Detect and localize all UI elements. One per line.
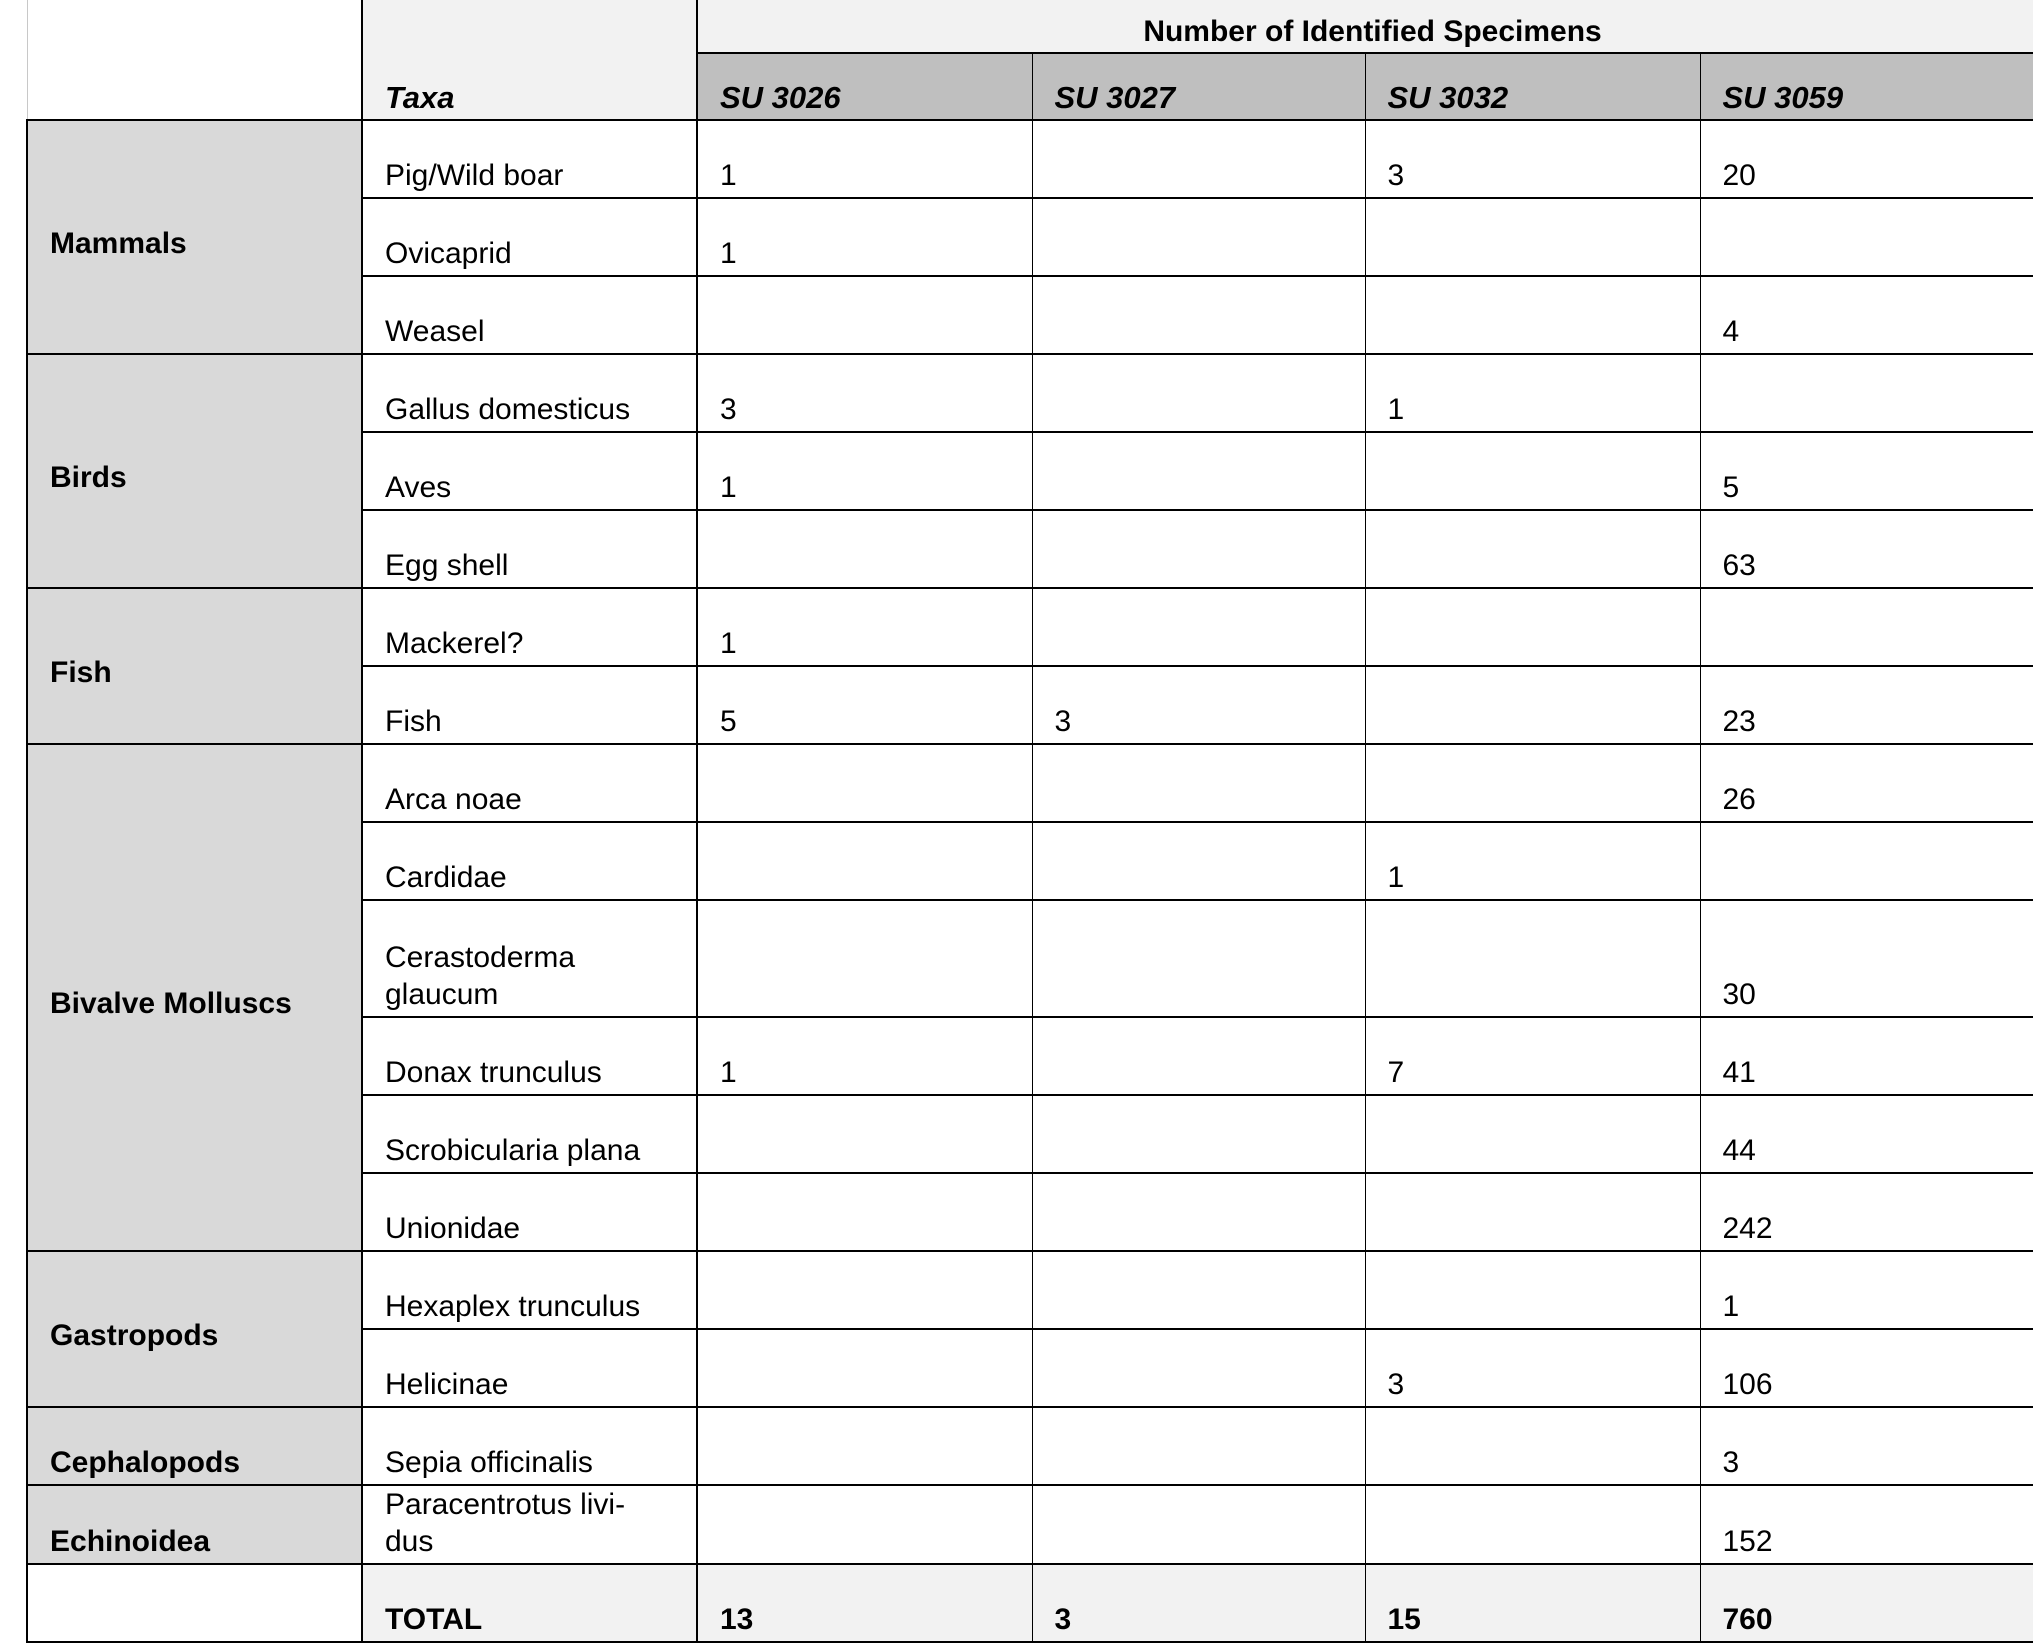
value-cell: 3 [697, 354, 1032, 432]
value-cell [1032, 432, 1365, 510]
category-cell-cephalopods: Cephalopods [27, 1407, 362, 1485]
value-cell [1032, 744, 1365, 822]
taxon-cell: Weasel [362, 276, 697, 354]
taxon-cell: Gallus domesticus [362, 354, 697, 432]
category-cell-mammals: Mammals [27, 120, 362, 354]
taxon-cell: Sepia officinalis [362, 1407, 697, 1485]
nisp-table [26, 0, 2033, 1643]
value-cell: 1 [697, 120, 1032, 198]
table-row [27, 588, 2033, 666]
value-cell: 1 [697, 1017, 1032, 1095]
value-cell [1700, 354, 2033, 432]
value-cell: 5 [697, 666, 1032, 744]
column-header-su3032: SU 3032 [1365, 53, 1700, 120]
value-cell [697, 1485, 1032, 1564]
taxon-cell: Arca noae [362, 744, 697, 822]
value-cell: 4 [1700, 276, 2033, 354]
value-cell: 1 [697, 198, 1032, 276]
nisp-table-container [26, 0, 2033, 1643]
taxon-cell: Pig/Wild boar [362, 120, 697, 198]
value-cell [697, 1095, 1032, 1173]
value-cell [697, 822, 1032, 900]
value-cell [697, 1173, 1032, 1251]
value-cell: 26 [1700, 744, 2033, 822]
value-cell [697, 276, 1032, 354]
value-cell: 41 [1700, 1017, 2033, 1095]
value-cell: 106 [1700, 1329, 2033, 1407]
taxon-cell: Egg shell [362, 510, 697, 588]
table-row [27, 354, 2033, 432]
value-cell [1700, 198, 2033, 276]
value-cell [1365, 1173, 1700, 1251]
category-cell-birds: Birds [27, 354, 362, 588]
taxon-cell: Donax trunculus [362, 1017, 697, 1095]
taxon-cell: Helicinae [362, 1329, 697, 1407]
column-header-su3027: SU 3027 [1032, 53, 1365, 120]
taxon-cell: Fish [362, 666, 697, 744]
value-cell [697, 510, 1032, 588]
value-cell [697, 1329, 1032, 1407]
value-cell [1032, 822, 1365, 900]
category-cell-bivalve-molluscs: Bivalve Molluscs [27, 744, 362, 1251]
value-cell [697, 744, 1032, 822]
value-cell [1700, 588, 2033, 666]
taxon-cell: Unionidae [362, 1173, 697, 1251]
total-value-su3059: 760 [1700, 1564, 2033, 1642]
value-cell: 63 [1700, 510, 2033, 588]
table-row [27, 1407, 2033, 1485]
value-cell: 3 [1365, 1329, 1700, 1407]
value-cell: 3 [1032, 666, 1365, 744]
taxon-cell: Scrobicularia plana [362, 1095, 697, 1173]
value-cell [1032, 276, 1365, 354]
value-cell [1032, 120, 1365, 198]
value-cell: 1 [1365, 354, 1700, 432]
value-cell [1032, 1017, 1365, 1095]
value-cell [1365, 510, 1700, 588]
value-cell [1365, 588, 1700, 666]
total-value-su3027: 3 [1032, 1564, 1365, 1642]
taxon-cell: Mackerel? [362, 588, 697, 666]
value-cell [697, 1407, 1032, 1485]
value-cell [1032, 1095, 1365, 1173]
category-cell-gastropods: Gastropods [27, 1251, 362, 1407]
value-cell: 23 [1700, 666, 2033, 744]
value-cell: 152 [1700, 1485, 2033, 1564]
value-cell [697, 900, 1032, 1017]
value-cell [1032, 1485, 1365, 1564]
value-cell [1032, 198, 1365, 276]
value-cell [1365, 666, 1700, 744]
value-cell [1032, 1329, 1365, 1407]
header-row-1 [27, 0, 2033, 53]
value-cell [1365, 1251, 1700, 1329]
value-cell: 242 [1700, 1173, 2033, 1251]
value-cell [1032, 354, 1365, 432]
value-cell [1365, 1407, 1700, 1485]
value-cell: 44 [1700, 1095, 2033, 1173]
value-cell: 1 [1365, 822, 1700, 900]
taxon-cell: Cardidae [362, 822, 697, 900]
value-cell: 7 [1365, 1017, 1700, 1095]
taxon-cell: Ovicaprid [362, 198, 697, 276]
value-cell [1032, 900, 1365, 1017]
value-cell [1365, 198, 1700, 276]
table-row [27, 744, 2033, 822]
nisp-group-header: Number of Identified Specimens [697, 0, 2033, 53]
value-cell [1032, 1251, 1365, 1329]
value-cell [1365, 744, 1700, 822]
corner-cell [27, 0, 362, 120]
value-cell [1032, 1173, 1365, 1251]
value-cell [1032, 588, 1365, 666]
taxon-cell: Cerastoderma glaucum [362, 900, 697, 1017]
table-row [27, 1251, 2033, 1329]
value-cell [1365, 1485, 1700, 1564]
value-cell: 1 [1700, 1251, 2033, 1329]
taxa-header: Taxa [362, 0, 697, 120]
value-cell [1032, 1407, 1365, 1485]
value-cell: 3 [1365, 120, 1700, 198]
value-cell: 30 [1700, 900, 2033, 1017]
table-row [27, 1485, 2033, 1564]
value-cell: 1 [697, 588, 1032, 666]
taxon-cell: Paracentrotus livi- dus [362, 1485, 697, 1564]
total-label: TOTAL [362, 1564, 697, 1642]
category-cell-echinoidea: Echinoidea [27, 1485, 362, 1564]
value-cell: 1 [697, 432, 1032, 510]
total-blank-cell [27, 1564, 362, 1642]
value-cell [1365, 1095, 1700, 1173]
total-value-su3026: 13 [697, 1564, 1032, 1642]
taxon-cell: Aves [362, 432, 697, 510]
value-cell [1365, 276, 1700, 354]
total-value-su3032: 15 [1365, 1564, 1700, 1642]
value-cell [1032, 510, 1365, 588]
value-cell: 20 [1700, 120, 2033, 198]
value-cell [1365, 432, 1700, 510]
value-cell: 5 [1700, 432, 2033, 510]
value-cell [1365, 900, 1700, 1017]
value-cell [1700, 822, 2033, 900]
taxon-cell: Hexaplex trunculus [362, 1251, 697, 1329]
table-row [27, 120, 2033, 198]
category-cell-fish: Fish [27, 588, 362, 744]
value-cell [697, 1251, 1032, 1329]
value-cell: 3 [1700, 1407, 2033, 1485]
column-header-su3059: SU 3059 [1700, 53, 2033, 120]
total-row [27, 1564, 2033, 1642]
column-header-su3026: SU 3026 [697, 53, 1032, 120]
